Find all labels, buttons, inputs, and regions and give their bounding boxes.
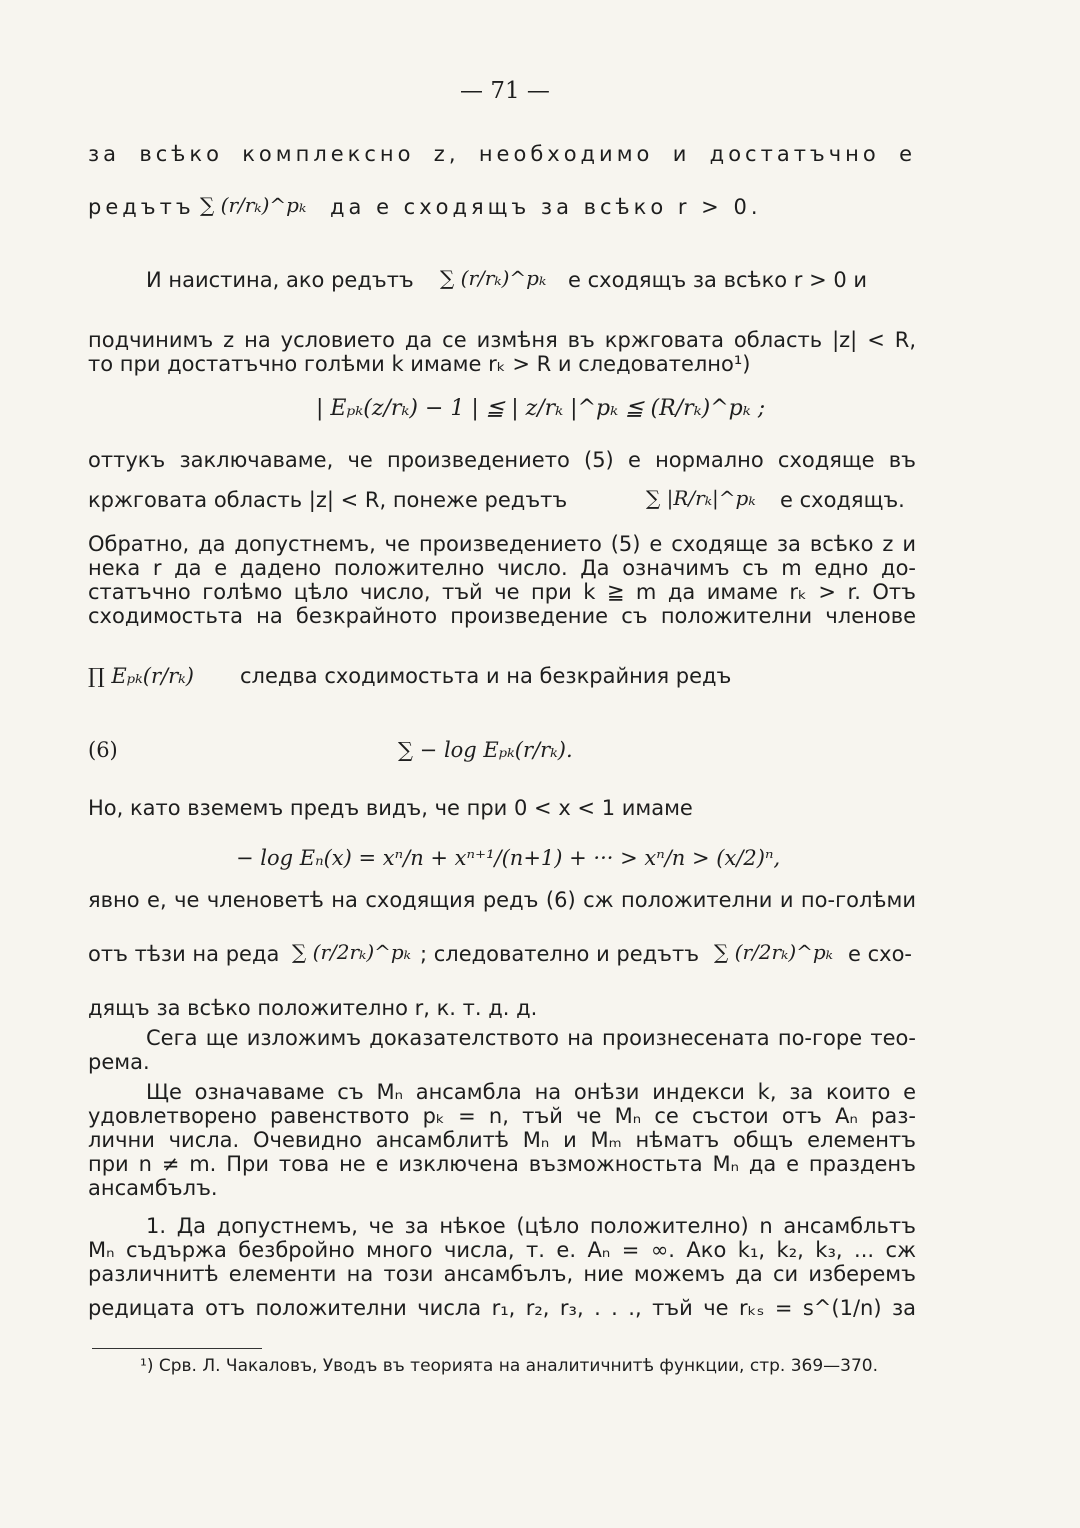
equation-6: ∑ − log Eₚₖ(r/rₖ). xyxy=(398,738,573,762)
line-22: при n ≠ m. При това не е изключена възможностьта Mₙ да е празденъ xyxy=(88,1152,916,1176)
line-27: редицата отъ положителни числа r₁, r₂, r₃, . . ., тъй че rₖₛ = s^(1/n) за xyxy=(88,1296,916,1320)
line-20: удовлетворено равенството pₖ = n, тъй че Mₙ се състои отъ Aₙ раз- xyxy=(88,1104,916,1128)
line-09: нека r да е дадено положително число. Да означимъ съ m едно до- xyxy=(88,556,916,580)
line-24: 1. Да допустнемъ, че за нѣкое (цѣло положително) n ансамбльтъ xyxy=(146,1214,916,1238)
line-10: статъчно голѣмо цѣло число, тъй че при k ≧ m да имаме rₖ > r. Отъ xyxy=(88,580,916,604)
equation-inequality: | Eₚₖ(z/rₖ) − 1 | ≦ | z/rₖ |^pₖ ≦ (R/rₖ)^pₖ ; xyxy=(316,396,766,421)
equation-label-6: (6) xyxy=(88,738,118,762)
footnote-rule xyxy=(92,1348,262,1349)
product-formula: ∏ Eₚₖ(r/rₖ) xyxy=(88,664,194,688)
line-03a: И наистина, ако редътъ xyxy=(146,268,414,292)
line-11: сходимостьта на безкрайното произведение съ положителни членове xyxy=(88,604,916,628)
line-08: Обратно, да допустнемъ, че произведението (5) е сходяще за всѣко z и xyxy=(88,532,916,556)
line-21: лични числа. Очевидно ансамблитѣ Mₙ и Mₘ нѣматъ общъ елементъ xyxy=(88,1128,916,1152)
line-01: за всѣко комплексно z, необходимо и достатъчно е xyxy=(88,142,916,166)
line-17: Сега ще изложимъ доказателството на произнесената по-горе тео- xyxy=(146,1026,916,1050)
line-07b: е сходящъ. xyxy=(780,488,905,512)
line-15c: е схо- xyxy=(848,942,912,966)
line-23: ансамбълъ. xyxy=(88,1176,218,1200)
line-07a: кржговата область |z| < R, понеже редътъ xyxy=(88,488,568,512)
line-04: подчинимъ z на условието да се измѣня въ кржговата область |z| < R, xyxy=(88,328,916,352)
line-02a: редътъ xyxy=(88,195,195,219)
sum-formula-5: ∑ (r/2rₖ)^pₖ xyxy=(714,940,833,964)
sum-formula-4: ∑ (r/2rₖ)^pₖ xyxy=(292,940,411,964)
line-13: Но, като вземемъ предъ видъ, че при 0 < x < 1 имаме xyxy=(88,796,693,820)
page-number: — 71 — xyxy=(460,78,550,104)
line-12b: следва сходимостьта и на безкрайния редъ xyxy=(240,664,732,688)
line-14: явно е, че членоветѣ на сходящия редъ (6) сж положителни и по-голѣми xyxy=(88,888,916,912)
line-26: различнитѣ елементи на този ансамбълъ, ние можемъ да си изберемъ xyxy=(88,1262,916,1286)
line-19: Ще означаваме съ Mₙ ансамбла на онѣзи индекси k, за които е xyxy=(146,1080,916,1104)
sum-formula-3: ∑ |R/rₖ|^pₖ xyxy=(646,486,756,510)
line-15a: отъ тѣзи на реда xyxy=(88,942,280,966)
sum-formula-1: ∑ (r/rₖ)^pₖ xyxy=(200,193,307,217)
line-02b: да е сходящъ за всѣко r > 0. xyxy=(330,195,762,219)
footnote: ¹) Срв. Л. Чакаловъ, Уводъ въ теорията на аналитичнитѣ функции, стр. 369—370. xyxy=(140,1356,879,1376)
line-15b: ; следователно и редътъ xyxy=(420,942,700,966)
line-06: оттукъ заключаваме, че произведението (5) е нормално сходяще въ xyxy=(88,448,916,472)
line-05: то при достатъчно голѣми k имаме rₖ > R и следователно¹) xyxy=(88,352,751,376)
line-16: дящъ за всѣко положително r, к. т. д. д. xyxy=(88,996,538,1020)
line-03b: е сходящъ за всѣко r > 0 и xyxy=(568,268,868,292)
equation-log: − log Eₙ(x) = xⁿ/n + xⁿ⁺¹/(n+1) + ··· > xⁿ/n > (x/2)ⁿ, xyxy=(236,846,781,870)
line-25: Mₙ съдържа безбройно много числа, т. е. Aₙ = ∞. Ако k₁, k₂, k₃, ... сж xyxy=(88,1238,916,1262)
line-18: рема. xyxy=(88,1050,150,1074)
sum-formula-2: ∑ (r/rₖ)^pₖ xyxy=(440,266,547,290)
